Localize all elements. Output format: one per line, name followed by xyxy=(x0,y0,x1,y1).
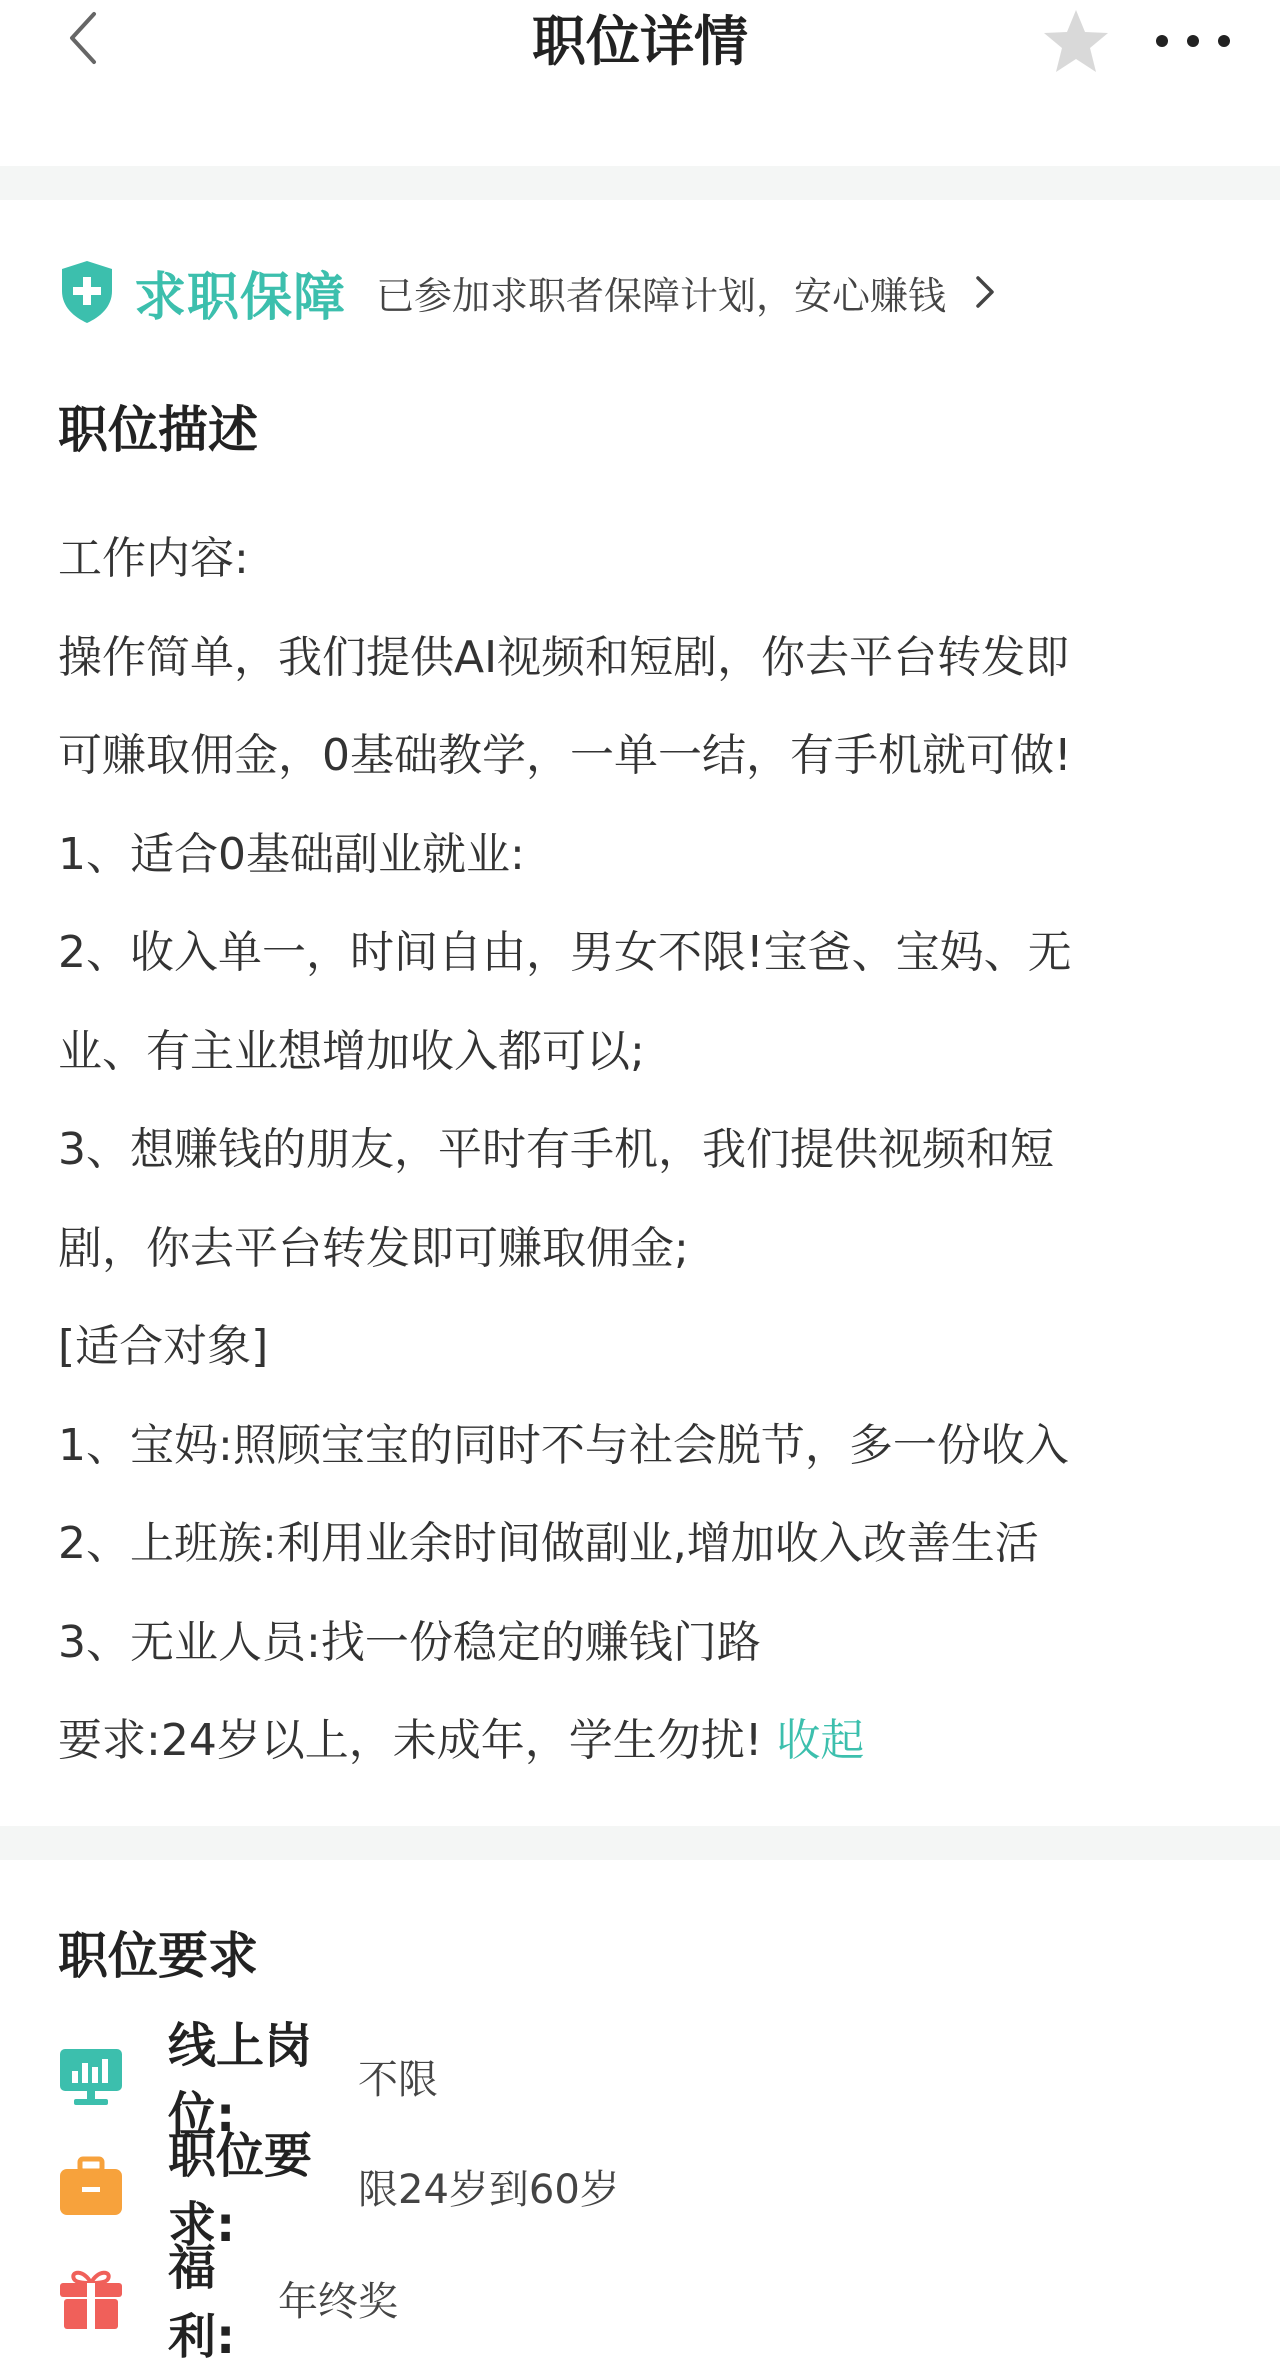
requirement-value: 年终奖 xyxy=(278,2278,398,2325)
description-line: [适合对象] xyxy=(58,1321,269,1372)
age-requirement-text: 要求:24岁以上，未成年，学生勿扰! xyxy=(58,1715,777,1766)
description-line: 3、无业人员:找一份稳定的赚钱门路 xyxy=(58,1616,761,1668)
guarantee-description: 已参加求职者保障计划，安心赚钱 xyxy=(376,273,947,318)
description-line: 3、想赚钱的朋友，平时有手机，我们提供视频和短 xyxy=(58,1124,1054,1175)
shield-plus-icon xyxy=(58,259,116,325)
star-icon[interactable] xyxy=(1040,6,1112,78)
description-line: 操作简单，我们提供AI视频和短剧，你去平台转发即 xyxy=(58,631,1070,683)
app-header xyxy=(0,0,1280,160)
guarantee-title: 求职保障 xyxy=(134,267,347,328)
description-line: 剧，你去平台转发即可赚取佣金; xyxy=(58,1222,689,1274)
requirement-row-benefits xyxy=(58,2240,398,2365)
description-line: 1、宝妈:照顾宝宝的同时不与社会脱节，多一份收入 xyxy=(58,1419,1069,1471)
chevron-right-icon xyxy=(970,272,1000,312)
collapse-link[interactable]: 收起 xyxy=(776,1715,865,1766)
requirement-row-age xyxy=(58,2128,620,2253)
description-line: 可赚取佣金，0基础教学，一单一结，有手机就可做! xyxy=(58,730,1072,781)
job-description-text xyxy=(58,510,1238,1791)
description-line: 1、适合0基础副业就业: xyxy=(58,828,525,880)
requirement-value: 限24岁到60岁 xyxy=(358,2166,620,2213)
job-guarantee-banner[interactable] xyxy=(58,252,1000,332)
description-line: 2、上班族:利用业余时间做副业,增加收入改善生活 xyxy=(58,1518,1039,1569)
requirement-value: 不限 xyxy=(358,2056,438,2103)
page-title: 职位详情 xyxy=(532,10,748,73)
more-icon[interactable] xyxy=(1148,14,1238,68)
requirement-label: 福利: xyxy=(168,2240,236,2365)
job-requirements-heading: 职位要求 xyxy=(58,1927,258,1985)
job-description-heading: 职位描述 xyxy=(58,401,258,459)
monitor-chart-icon xyxy=(58,2043,124,2109)
requirement-label: 线上岗位: xyxy=(168,2018,313,2143)
description-line: 工作内容: xyxy=(58,533,249,584)
requirement-row-online xyxy=(58,2018,438,2143)
requirement-label: 职位要求: xyxy=(168,2128,313,2253)
briefcase-icon xyxy=(58,2153,124,2219)
description-line: 2、收入单一，时间自由，男女不限!宝爸、宝妈、无 xyxy=(58,927,1072,978)
description-line: 业、有主业想增加收入都可以; xyxy=(58,1025,645,1077)
section-divider xyxy=(0,1826,1280,1860)
section-divider xyxy=(0,166,1280,200)
description-line-last xyxy=(58,1692,1238,1791)
gift-icon xyxy=(58,2265,124,2331)
